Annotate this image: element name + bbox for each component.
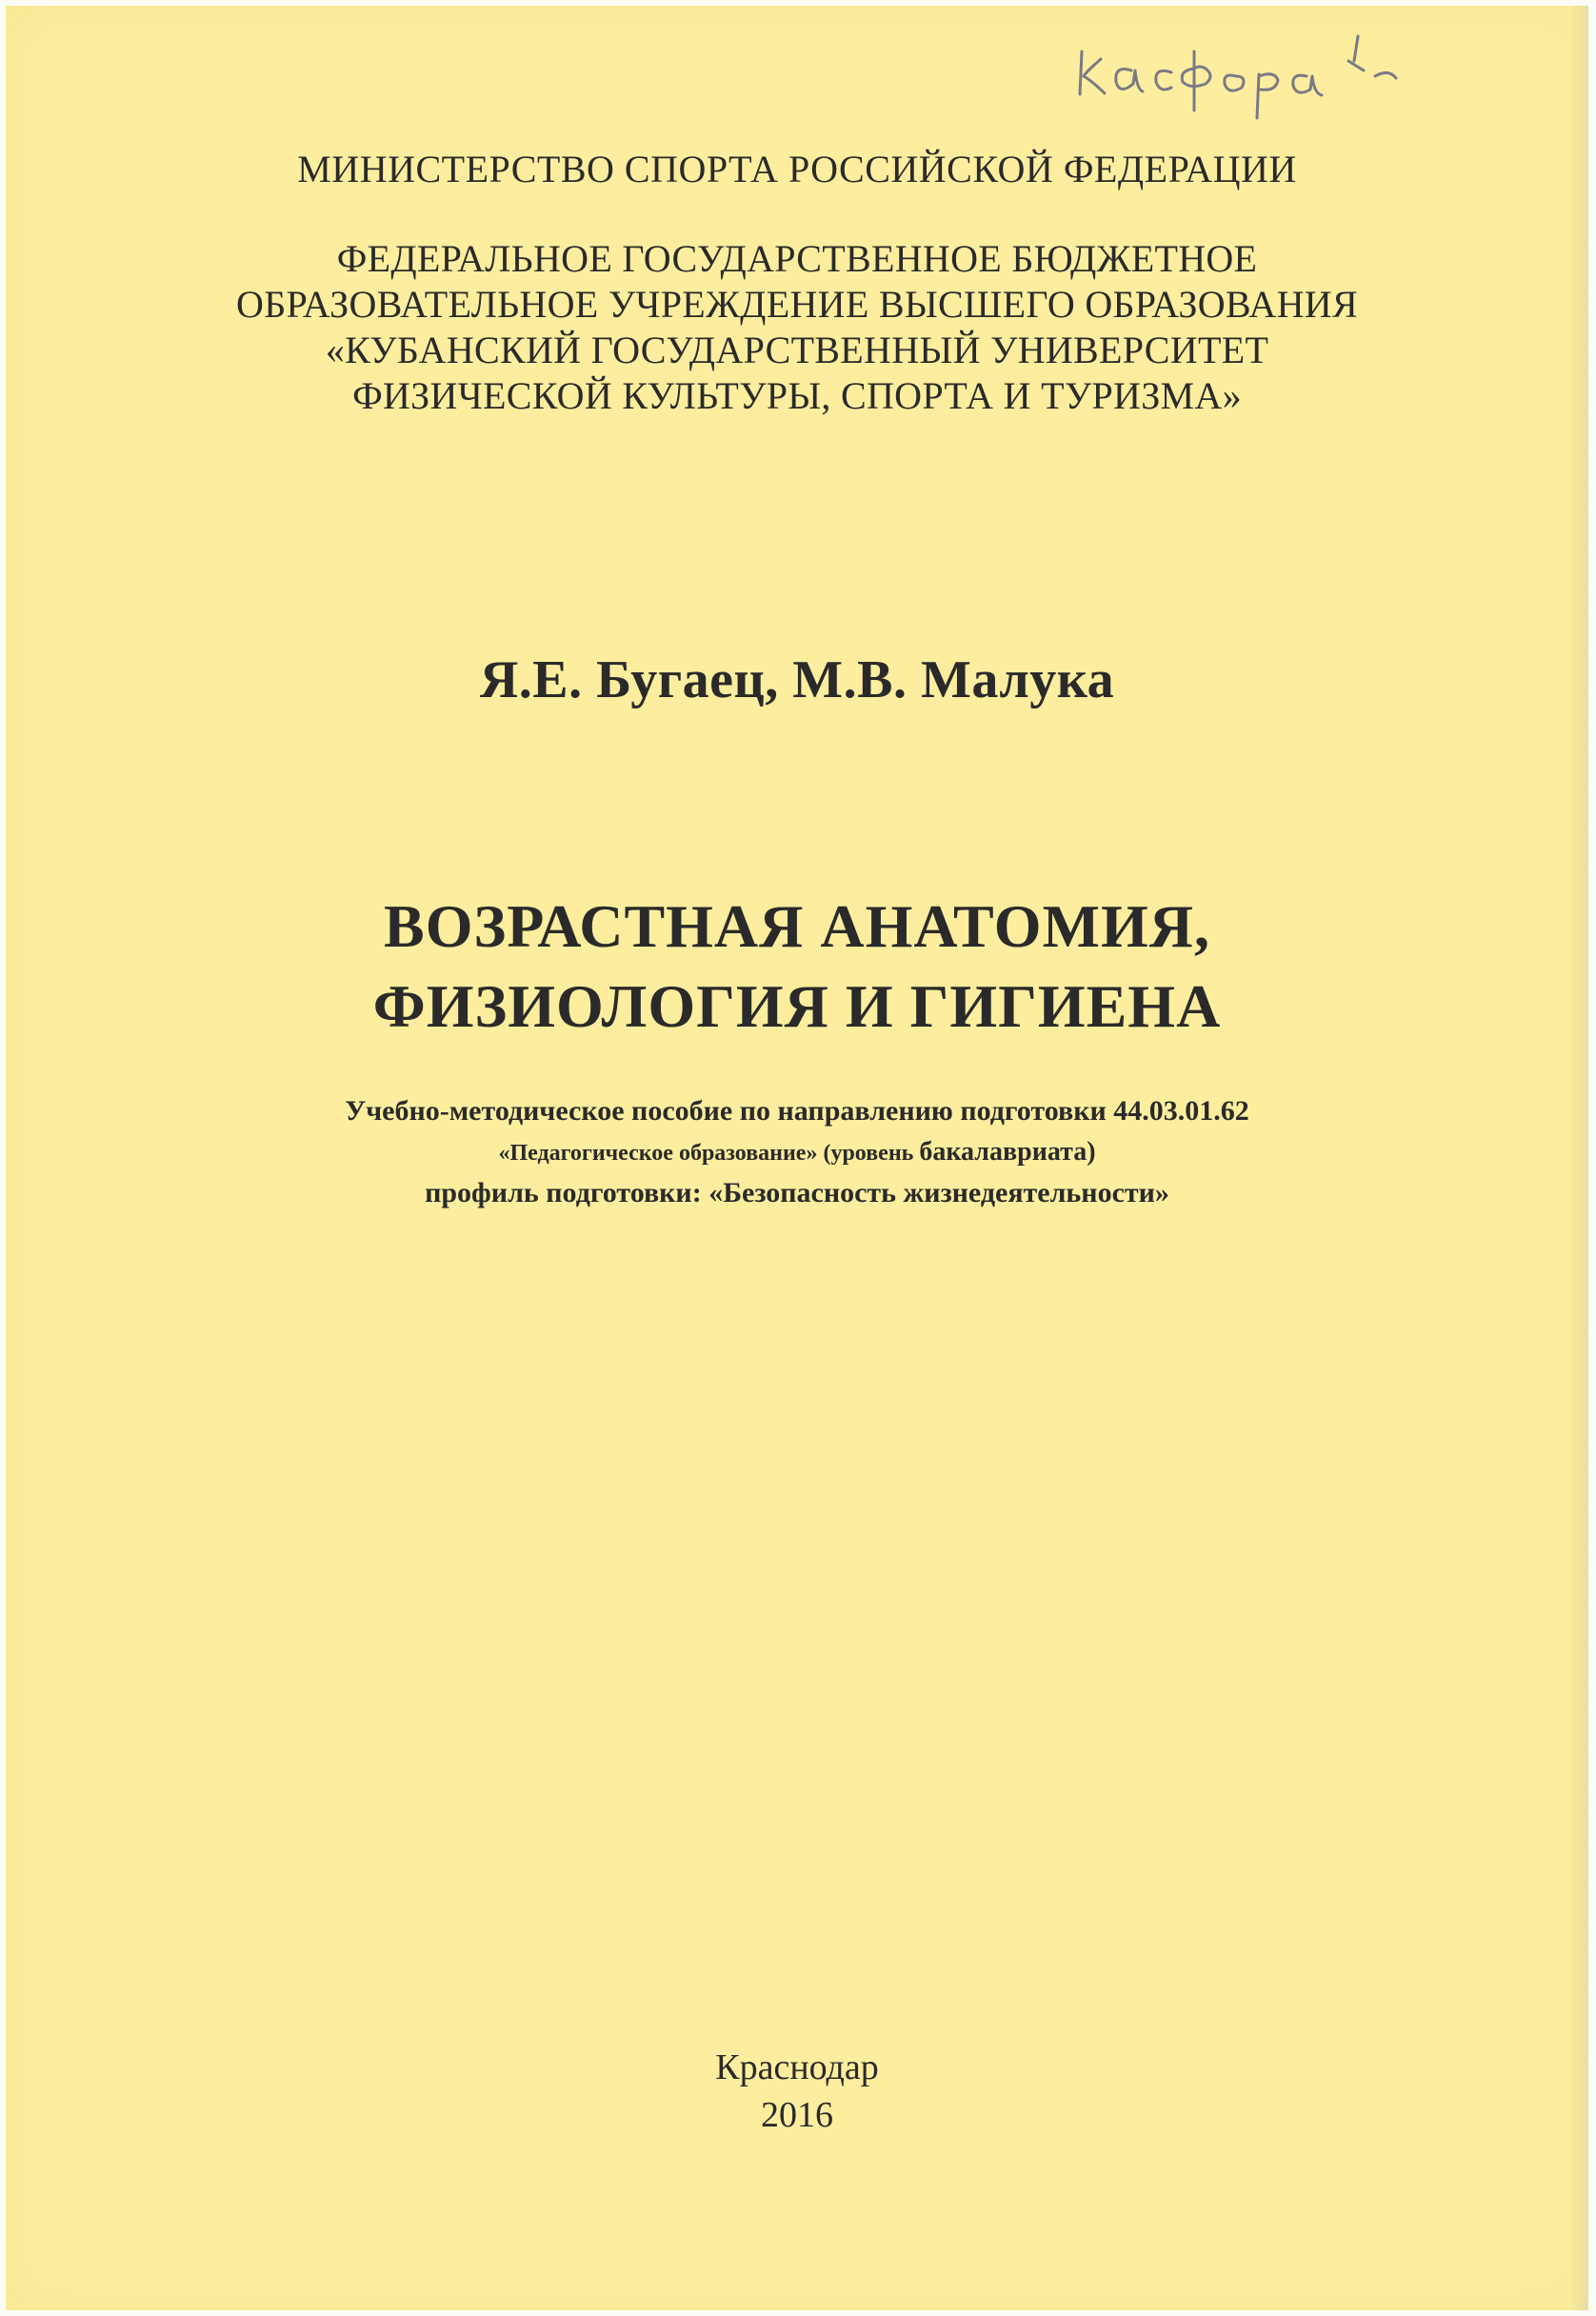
publication-city: Краснодар — [715, 2047, 879, 2087]
institution-line-1: ФЕДЕРАЛЬНОЕ ГОСУДАРСТВЕННОЕ БЮДЖЕТНОЕ — [336, 237, 1258, 280]
institution-line-3: «КУБАНСКИЙ ГОСУДАРСТВЕННЫЙ УНИВЕРСИТЕТ — [325, 329, 1269, 371]
book-title-line-2: ФИЗИОЛОГИЯ И ГИГИЕНА — [372, 972, 1222, 1040]
handwritten-note — [1072, 23, 1472, 137]
institution-name — [6, 236, 1588, 419]
cover-edge — [1567, 6, 1588, 2310]
subtitle-line-1: Учебно-методическое пособие по направлению подготовки 44.03.01.62 — [345, 1095, 1249, 1127]
institution-line-4: ФИЗИЧЕСКОЙ КУЛЬТУРЫ, СПОРТА И ТУРИЗМА» — [352, 374, 1242, 417]
publication-year: 2016 — [761, 2095, 833, 2135]
subtitle-line-2-program: «Педагогическое образование» (уровень — [498, 1141, 920, 1166]
institution-line-2: ОБРАЗОВАТЕЛЬНОЕ УЧРЕЖДЕНИЕ ВЫСШЕГО ОБРАЗОВАНИЯ — [236, 283, 1358, 326]
subtitle-line-3: профиль подготовки: «Безопасность жизнедеятельности» — [425, 1177, 1169, 1208]
authors: Я.Е. Бугаец, М.В. Малука — [479, 650, 1115, 709]
book-title — [6, 887, 1588, 1047]
book-cover — [6, 6, 1588, 2310]
subtitle-line-2 — [6, 1131, 1588, 1173]
publication-info — [6, 2044, 1588, 2139]
ministry-heading: МИНИСТЕРСТВО СПОРТА РОССИЙСКОЙ ФЕДЕРАЦИИ — [297, 148, 1297, 190]
handwritten-note-scribble — [1072, 23, 1472, 137]
book-subtitle — [6, 1091, 1588, 1213]
subtitle-line-2-level: бакалавриата) — [919, 1137, 1096, 1167]
book-title-line-1: ВОЗРАСТНАЯ АНАТОМИЯ, — [384, 892, 1210, 960]
